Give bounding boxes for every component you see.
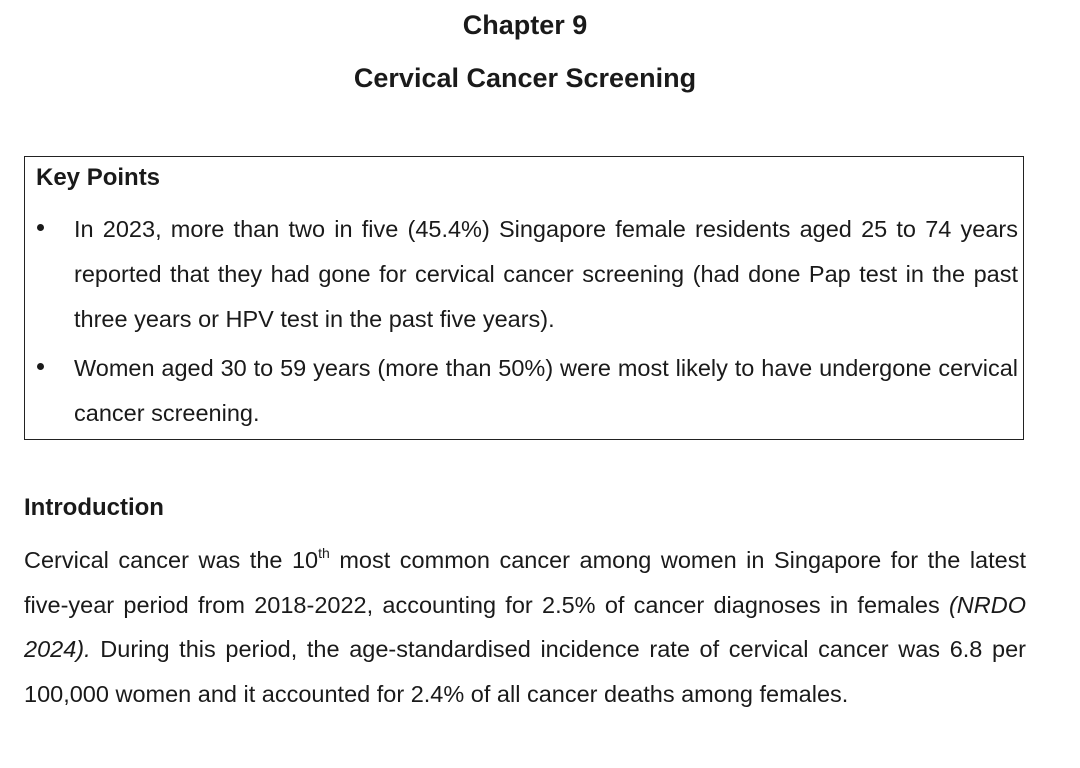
bullet-icon: [37, 363, 44, 370]
key-point-text: Women aged 30 to 59 years (more than 50%) were most likely to have undergone cervical cancer screening.: [74, 355, 1018, 426]
ordinal-suffix: th: [318, 545, 330, 561]
introduction-heading: Introduction: [24, 494, 164, 521]
chapter-label: Chapter 9: [462, 10, 588, 40]
key-point-text: In 2023, more than two in five (45.4%) Singapore female residents aged 25 to 74 years reported that they had gone for cervical cancer screening (had done Pap test in the past three years or HPV test in the past five years).: [74, 216, 1018, 332]
intro-text-part1: Cervical cancer was the 10: [24, 547, 319, 573]
key-points-box: [24, 156, 1024, 440]
introduction-paragraph: [24, 538, 1026, 716]
citation: (NRDO 2024).: [24, 591, 1026, 662]
chapter-title: Cervical Cancer Screening: [353, 63, 697, 93]
key-points-heading: Key Points: [36, 164, 161, 191]
bullet-icon: [37, 224, 44, 231]
intro-text-part3: During this period, the age-standardised incidence rate of cervical cancer was 6.8 per 100,000 women and it accounted for 2.4% of all cancer deaths among females.: [24, 636, 1026, 707]
intro-text-part2: most common cancer among women in Singapore for the latest five-year period from 2018-2022, accounting for 2.5% of cancer diagnoses in females: [24, 547, 1026, 618]
